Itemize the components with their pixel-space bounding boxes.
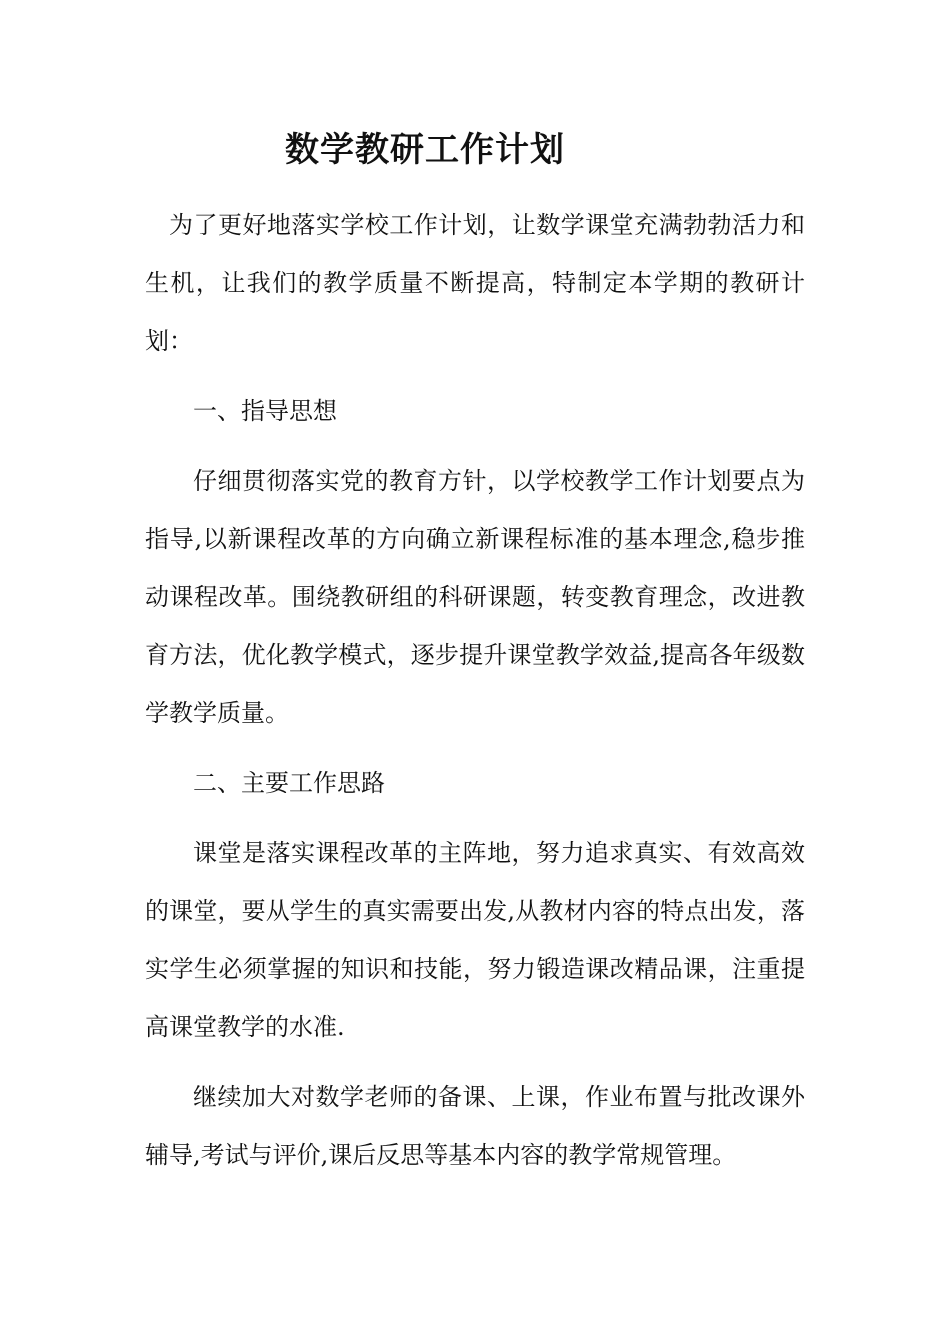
document-body — [145, 196, 805, 1184]
document-title: 数学教研工作计划 — [285, 130, 565, 170]
intro-paragraph: 为了更好地落实学校工作计划，让数学课堂充满勃勃活力和生机，让我们的教学质量不断提高，特制定本学期的教研计划： — [145, 211, 805, 355]
guiding-thought-paragraph: 仔细贯彻落实党的教育方针，以学校教学工作计划要点为指导,以新课程改革的方向确立新课程标准的基本理念,稳步推动课程改革。围绕教研组的科研课题，转变教育理念，改进教育方法，优化教学模式，逐步提升课堂教学效益,提高各年级数学教学质量。 — [145, 467, 805, 727]
section-heading-work-approach: 二、主要工作思路 — [193, 769, 385, 797]
work-approach-paragraph-1: 课堂是落实课程改革的主阵地，努力追求真实、有效高效的课堂，要从学生的真实需要出发,从教材内容的特点出发，落实学生必须掌握的知识和技能，努力锻造课改精品课，注重提高课堂教学的水准. — [145, 839, 805, 1041]
work-approach-paragraph-2: 继续加大对数学老师的备课、上课，作业布置与批改课外辅导,考试与评价,课后反思等基本内容的教学常规管理。 — [145, 1083, 805, 1169]
section-heading-guiding-thought: 一、指导思想 — [193, 397, 337, 425]
